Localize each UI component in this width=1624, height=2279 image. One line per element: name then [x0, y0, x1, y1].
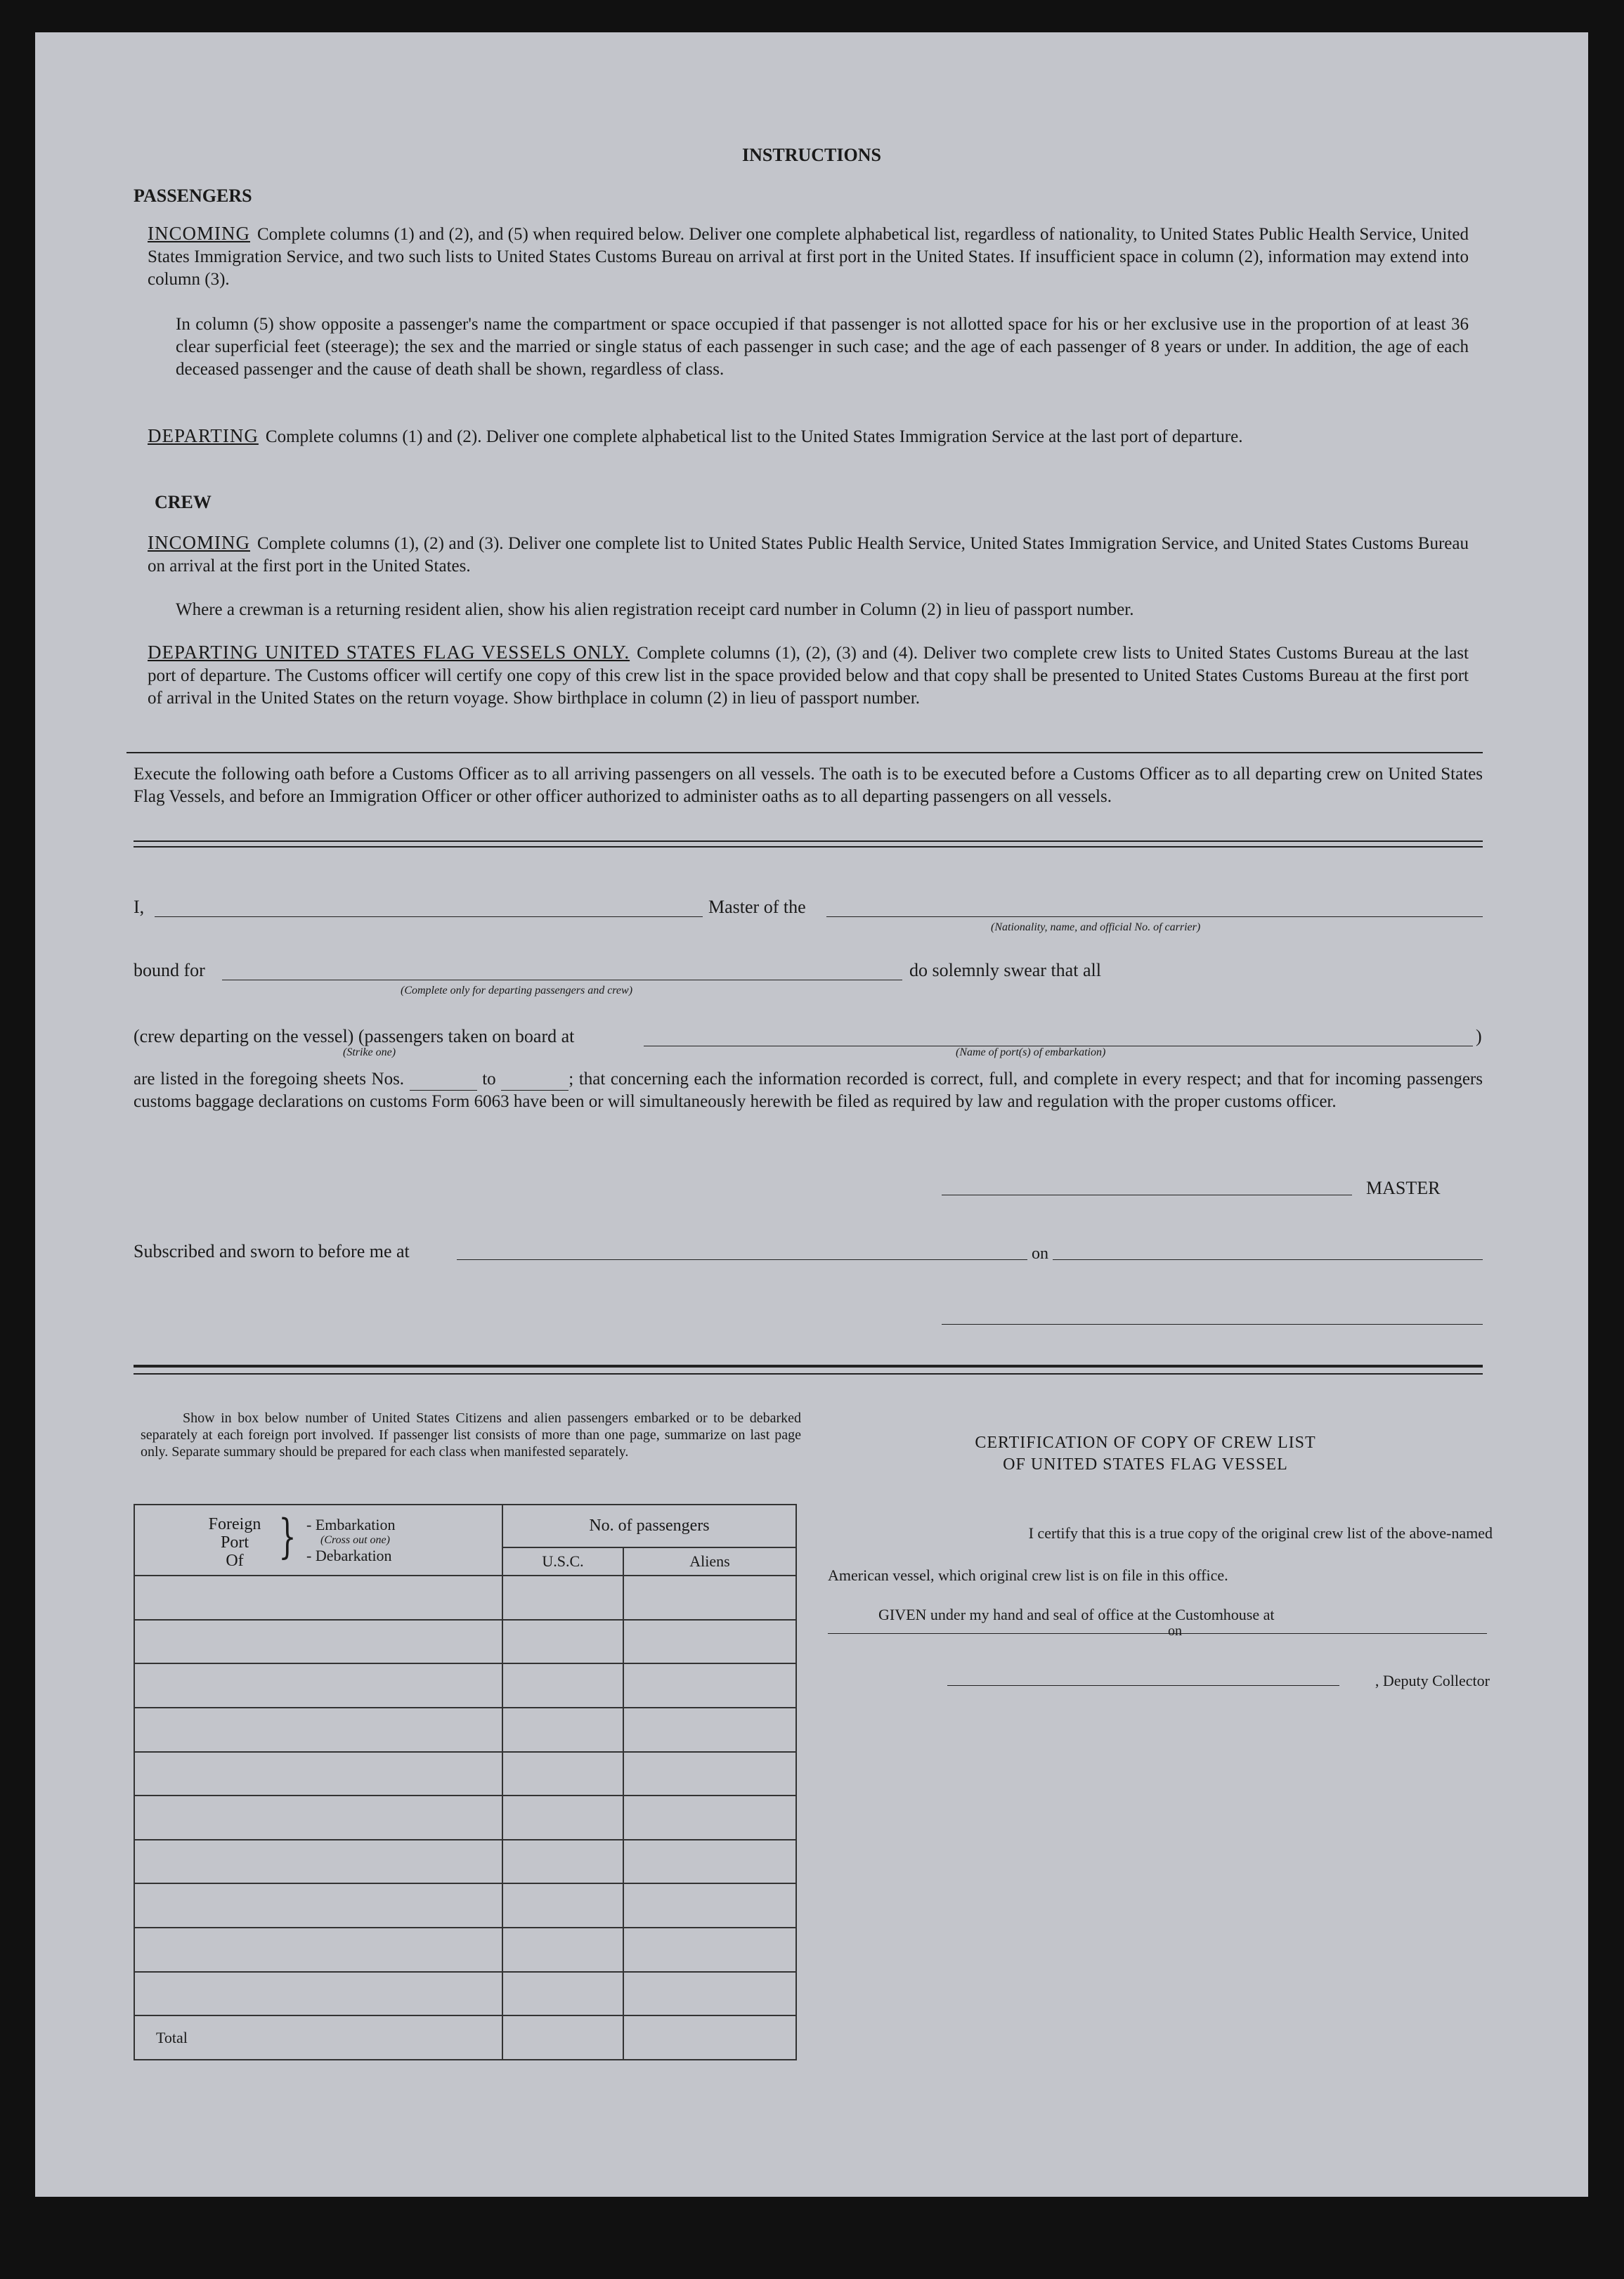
- table-row: [134, 1663, 796, 1708]
- section-divider: [126, 752, 1483, 753]
- passengers-departing-label: DEPARTING: [148, 425, 259, 446]
- port-caption: (Name of port(s) of embarkation): [956, 1046, 1106, 1058]
- aliens-cell[interactable]: [623, 1840, 796, 1884]
- aliens-cell[interactable]: [623, 1708, 796, 1752]
- carrier-line[interactable]: [826, 916, 1483, 917]
- table-row: [134, 1972, 796, 2016]
- of-label: Of: [226, 1552, 244, 1570]
- certification-line-2: American vessel, which original crew list is on file in this office.: [828, 1566, 1228, 1584]
- table-row: [134, 1752, 796, 1796]
- brace-icon: }: [278, 1509, 297, 1564]
- no-of-passengers-header: No. of passengers: [502, 1505, 796, 1547]
- table-row: [134, 1840, 796, 1884]
- usc-cell[interactable]: [502, 1708, 623, 1752]
- deputy-collector-label: , Deputy Collector: [1375, 1672, 1490, 1689]
- oath-bottom-divider: [134, 1365, 1483, 1375]
- port-cell[interactable]: [134, 1752, 502, 1796]
- master-name-line[interactable]: [155, 916, 703, 917]
- aliens-cell[interactable]: [623, 1972, 796, 2016]
- crew-departing-text: Complete columns (1), (2), (3) and (4). Deliver two complete crew lists to United States Customs Bureau at the last port of departure. The Customs officer will certify one copy of this crew list in the space provided below and that copy shall be presented to United States Customs Bureau at the first port of arrival in the United States on the return voyage. Show birthplace in column (2) in lieu of passport number.: [148, 644, 1469, 708]
- master-label: MASTER: [1366, 1178, 1441, 1198]
- subscribed-on-label: on: [1032, 1245, 1048, 1263]
- passengers-column5-paragraph: In column (5) show opposite a passenger's name the compartment or space occupied if that passenger is not allotted space for his or her exclusive use in the proportion of at least 36 clear superficial feet (steerage); the sex and the married or single status of each passenger in such case; and the age of each passenger of 8 years or under. In addition, the age of each deceased passenger and the cause of death shall be shown, regardless of class.: [176, 315, 1469, 379]
- usc-cell[interactable]: [502, 1620, 623, 1664]
- passengers-departing-text: Complete columns (1) and (2). Deliver one complete alphabetical list to the United States Immigration Service at the last port of departure.: [265, 427, 1243, 446]
- aliens-cell[interactable]: [623, 1928, 796, 1972]
- subscribed-place-line[interactable]: [457, 1259, 1027, 1260]
- bound-for-label: bound for: [134, 960, 205, 980]
- usc-cell[interactable]: [502, 1796, 623, 1840]
- carrier-caption: (Nationality, name, and official No. of carrier): [991, 921, 1201, 933]
- total-label: Total: [134, 2015, 502, 2060]
- crew-resident-paragraph: Where a crewman is a returning resident alien, show his alien registration receipt card number in Column (2) in lieu of passport number.: [176, 600, 1134, 619]
- passengers-incoming-text: Complete columns (1) and (2), and (5) when required below. Deliver one complete alphabetical list, regardless of nationality, to United States Public Health Service, United States Immigration Service, and two such lists to United States Customs Bureau on arrival at first port in the United States. If insufficient space in column (2), information may extend into column (3).: [148, 225, 1469, 289]
- certification-on-label: on: [1168, 1623, 1182, 1639]
- aliens-cell[interactable]: [623, 1752, 796, 1796]
- crew-title: CREW: [155, 492, 212, 512]
- foreign-label: Foreign: [208, 1515, 261, 1533]
- port-cell[interactable]: [134, 1840, 502, 1884]
- summary-table: [134, 1504, 797, 2060]
- port-label: Port: [220, 1533, 249, 1552]
- port-cell[interactable]: [134, 1928, 502, 1972]
- usc-cell[interactable]: [502, 1972, 623, 2016]
- port-cell[interactable]: [134, 1663, 502, 1708]
- port-cell[interactable]: [134, 1796, 502, 1840]
- port-cell[interactable]: [134, 1708, 502, 1752]
- aliens-cell[interactable]: [623, 1620, 796, 1664]
- oath-i-label: I,: [134, 897, 145, 917]
- passengers-departing-paragraph: [148, 424, 1469, 448]
- usc-cell[interactable]: [502, 1752, 623, 1796]
- port-cell[interactable]: [134, 1972, 502, 2016]
- cross-out-caption: (Cross out one): [320, 1534, 390, 1546]
- sheet-to-blank[interactable]: [501, 1068, 569, 1091]
- foreign-port-header: [134, 1505, 502, 1576]
- embarkation-option[interactable]: - Embarkation: [306, 1516, 396, 1533]
- oath-intro: Execute the following oath before a Customs Officer as to all arriving passengers on all vessels. The oath is to be executed before a Customs Officer as to all departing crew on United States Flag Vessels, and before an Immigration Officer or other officer authorized to administer oaths as to all departing passengers on all vessels.: [134, 765, 1483, 806]
- bound-for-caption: (Complete only for departing passengers and crew): [401, 985, 633, 996]
- sheets-text-b: ; that concerning each the information recorded is correct, full, and complete in every respect; and that for incoming passengers customs baggage declarations on customs Form 6063 have been or will simultaneously herewith be filed as required by law and regulation with the proper customs officer.: [134, 1070, 1483, 1111]
- passengers-title: PASSENGERS: [134, 186, 252, 206]
- document-sheet: [35, 32, 1588, 2197]
- port-cell[interactable]: [134, 1576, 502, 1620]
- aliens-total-cell[interactable]: [623, 2015, 796, 2060]
- aliens-cell[interactable]: [623, 1883, 796, 1928]
- crew-incoming-text: Complete columns (1), (2) and (3). Deliver one complete list to United States Public Health Service, United States Immigration Service, and United States Customs Bureau on arrival at the first port in the United States.: [148, 534, 1469, 576]
- usc-cell[interactable]: [502, 1663, 623, 1708]
- certification-line-1: I certify that this is a true copy of the original crew list of the above-named: [1028, 1524, 1493, 1542]
- usc-cell[interactable]: [502, 1840, 623, 1884]
- subscribed-label: Subscribed and sworn to before me at: [134, 1241, 410, 1261]
- usc-cell[interactable]: [502, 1576, 623, 1620]
- table-row: [134, 1620, 796, 1664]
- port-cell[interactable]: [134, 1620, 502, 1664]
- table-row: [134, 1796, 796, 1840]
- sheet-from-blank[interactable]: [410, 1068, 477, 1091]
- sheets-to-label: to: [482, 1070, 496, 1089]
- certification-line-3: GIVEN under my hand and seal of office at the Customhouse at: [878, 1606, 1275, 1623]
- total-row: [134, 2015, 796, 2060]
- customhouse-place-line[interactable]: [828, 1633, 1200, 1634]
- sheets-paragraph: [134, 1068, 1483, 1112]
- usc-cell[interactable]: [502, 1928, 623, 1972]
- subscribed-date-line[interactable]: [1053, 1259, 1483, 1260]
- table-row: [134, 1928, 796, 1972]
- strike-one-caption: (Strike one): [343, 1046, 396, 1058]
- certification-title-line-1: CERTIFICATION OF COPY OF CREW LIST: [975, 1434, 1316, 1452]
- aliens-cell[interactable]: [623, 1663, 796, 1708]
- page-heading: INSTRUCTIONS: [742, 145, 881, 165]
- close-paren: ): [1476, 1026, 1482, 1046]
- usc-total-cell[interactable]: [502, 2015, 623, 2060]
- customhouse-date-line[interactable]: [1189, 1633, 1487, 1634]
- crew-departing-label: DEPARTING UNITED STATES FLAG VESSELS ONLY.: [148, 642, 630, 663]
- table-row: [134, 1576, 796, 1620]
- summary-instructions: Show in box below number of United States Citizens and alien passengers embarked or to be debarked separately at each foreign port involved. If passenger list consists of more than one page, summarize on last page only. Separate summary should be prepared for each class when manifested separately.: [141, 1410, 801, 1460]
- crew-departing-text: (crew departing on the vessel) (passengers taken on board at: [134, 1026, 575, 1046]
- crew-incoming-label: INCOMING: [148, 532, 250, 553]
- aliens-cell[interactable]: [623, 1576, 796, 1620]
- sheets-text-a: are listed in the foregoing sheets Nos.: [134, 1070, 405, 1089]
- table-row: [134, 1708, 796, 1752]
- officer-signature-line[interactable]: [942, 1324, 1483, 1325]
- certification-title-line-2: OF UNITED STATES FLAG VESSEL: [1003, 1455, 1288, 1474]
- usc-cell[interactable]: [502, 1883, 623, 1928]
- debarkation-option[interactable]: - Debarkation: [306, 1547, 392, 1564]
- passengers-incoming-label: INCOMING: [148, 223, 250, 244]
- certification-title: [878, 1432, 1412, 1476]
- crew-departing-paragraph: [148, 641, 1469, 710]
- aliens-header: Aliens: [623, 1547, 796, 1576]
- swear-text: do solemnly swear that all: [909, 960, 1101, 980]
- usc-header: U.S.C.: [502, 1547, 623, 1576]
- master-of-the-label: Master of the: [708, 897, 806, 917]
- oath-divider: [134, 840, 1483, 848]
- passengers-incoming-paragraph: [148, 222, 1469, 291]
- aliens-cell[interactable]: [623, 1796, 796, 1840]
- port-cell[interactable]: [134, 1883, 502, 1928]
- table-row: [134, 1883, 796, 1928]
- crew-incoming-paragraph: [148, 531, 1469, 578]
